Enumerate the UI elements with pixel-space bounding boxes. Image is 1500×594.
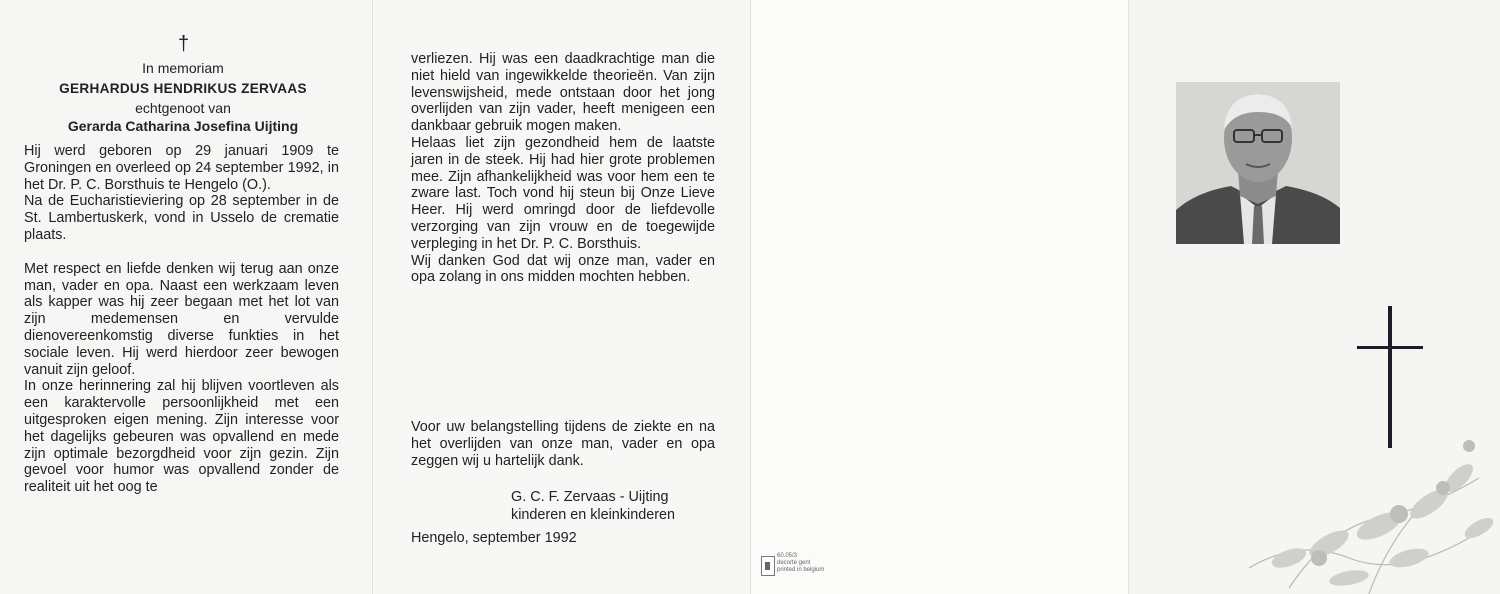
in-memoriam-heading: In memoriam bbox=[142, 60, 224, 76]
signature-name: G. C. F. Zervaas - Uijting bbox=[511, 489, 669, 505]
card-panel-back bbox=[750, 0, 1128, 594]
health-paragraph: Helaas liet zijn gezondheid hem de laatste jaren in de steek. Hij had hier grote problemen mee. Zijn afhankelijkheid was voor hem een te zware last. Toch vond hij steun bij Onze Lieve Heer. Hij werd omringd door de liefdevolle verzorging van zijn vrouw en de toegewijde verpleging in het Dr. P. C. Borsthuis. bbox=[411, 134, 715, 252]
birth-death-paragraph: Hij werd geboren op 29 januari 1909 te Groningen en overleed op 24 september 1992, in het Dr. P. C. Borsthuis te Hengelo (O.). bbox=[24, 143, 339, 193]
printer-imprint bbox=[777, 553, 824, 574]
memory-paragraph: In onze herinnering zal hij blijven voortleven als een karaktervolle persoonlijkheid met een uitgesproken eigen mening. Zijn interesse voor het dagelijks gebeuren was opvallend en mede zijn optimale bezorgdheid voor zijn gezin. Zijn gevoel voor humor was opvallend zonder de realiteit uit het oog te bbox=[24, 378, 339, 496]
thanks-paragraph: Voor uw belangstelling tijdens de ziekte en na het overlijden van onze man, vader en opa zeggen wij u hartelijk dank. bbox=[411, 419, 715, 469]
printer-origin: printed in belgium bbox=[777, 567, 825, 573]
thanks-text bbox=[411, 419, 715, 469]
cross-icon: † bbox=[178, 33, 190, 55]
card-panel-left bbox=[0, 0, 372, 594]
place-date: Hengelo, september 1992 bbox=[411, 530, 577, 546]
card-panel-front bbox=[1128, 0, 1500, 594]
funeral-paragraph: Na de Eucharistieviering op 28 september in de St. Lambertuskerk, vond in Usselo de crematie plaats. bbox=[24, 193, 339, 243]
biography-text bbox=[24, 143, 339, 496]
spouse-label: echtgenoot van bbox=[135, 100, 231, 116]
spouse-name: Gerarda Catharina Josefina Uijting bbox=[67, 118, 299, 134]
printer-name: decorte gent bbox=[777, 560, 811, 566]
deceased-name: GERHARDUS HENDRIKUS ZERVAAS bbox=[59, 81, 307, 96]
card-panel-middle bbox=[372, 0, 750, 594]
printer-code: 60.05/3 bbox=[777, 553, 798, 559]
portrait-photo bbox=[1176, 82, 1340, 244]
flower-decoration-icon bbox=[1229, 418, 1500, 594]
printer-logo bbox=[761, 556, 775, 576]
continued-text bbox=[411, 51, 715, 286]
signature-family: kinderen en kleinkinderen bbox=[511, 507, 676, 523]
gratitude-paragraph: Wij danken God dat wij onze man, vader en opa zolang in ons midden mochten hebben. bbox=[411, 252, 715, 286]
wisdom-paragraph: verliezen. Hij was een daadkrachtige man die niet hield van ingewikkelde theorieën. Van zijn levenswijsheid, mede ontstaan door het jong overlijden van zijn vader, heeft menigeen een dankbaar gebruik mogen maken. bbox=[411, 51, 715, 135]
remembrance-paragraph: Met respect en liefde denken wij terug aan onze man, vader en opa. Naast een werkzaam leven als kapper was hij zeer begaan met het lot van zijn medemensen en vervulde dienovereenkomstig diverse funkties in het sociale leven. Hij werd hierdoor zeer bewogen vanuit zijn geloof. bbox=[24, 260, 339, 378]
